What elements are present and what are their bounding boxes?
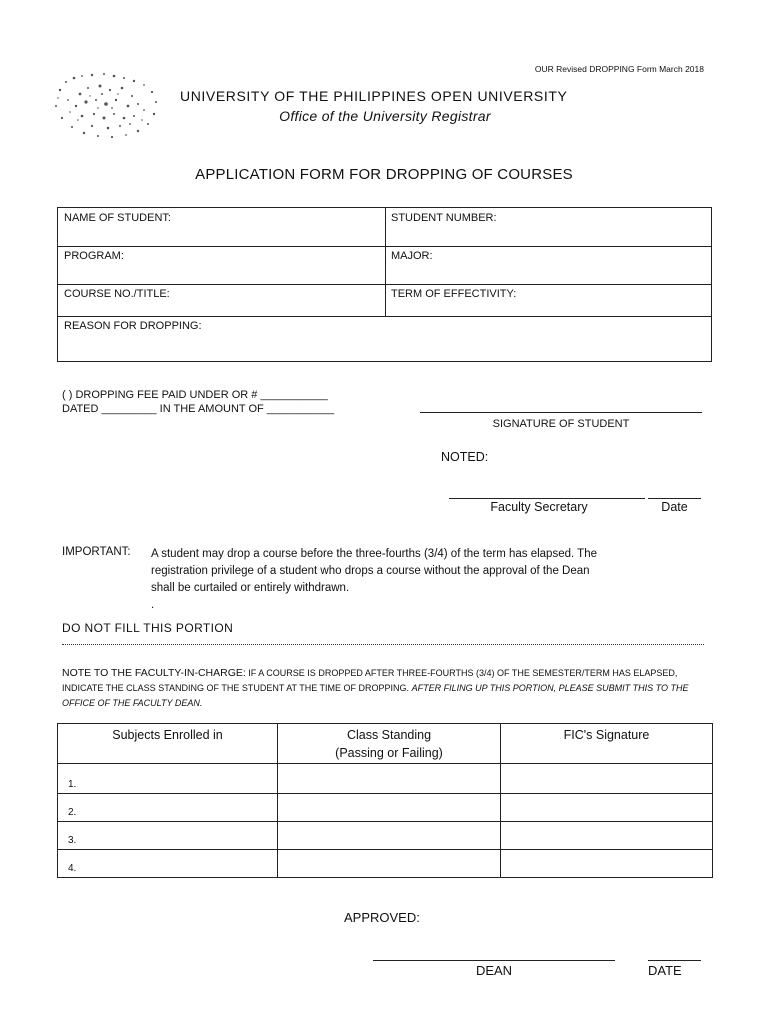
dean-date-label: DATE — [648, 963, 682, 978]
program-field[interactable] — [58, 246, 385, 284]
major-field[interactable] — [385, 246, 711, 284]
student-signature-label: SIGNATURE OF STUDENT — [492, 418, 630, 430]
subject-cell[interactable]: 3. — [58, 822, 278, 850]
table-row — [58, 794, 713, 822]
class-standing-cell[interactable] — [278, 794, 501, 822]
important-text — [151, 546, 671, 614]
class-standing-header-line2: (Passing or Failing) — [335, 746, 443, 760]
faculty-note-lead: NOTE TO THE FACULTY-IN-CHARGE: — [62, 667, 246, 679]
term-of-effectivity-label: TERM OF EFFECTIVITY: — [391, 288, 517, 300]
form-title: APPLICATION FORM FOR DROPPING OF COURSES — [195, 166, 573, 183]
approved-label: APPROVED: — [344, 910, 420, 925]
class-standing-cell[interactable] — [278, 764, 501, 794]
important-line: . — [151, 599, 155, 611]
faculty-secretary-date-label: Date — [661, 500, 688, 514]
university-seal-logo — [52, 72, 160, 138]
important-line: A student may drop a course before the three-fourths (3/4) of the term has elapsed. The — [151, 548, 597, 560]
fic-signature-cell[interactable] — [501, 764, 713, 794]
name-of-student-label: NAME OF STUDENT: — [64, 212, 171, 224]
faculty-secretary-date-line[interactable] — [648, 486, 701, 499]
important-line: shall be curtailed or entirely withdrawn. — [151, 582, 350, 594]
reason-for-dropping-label: REASON FOR DROPPING: — [64, 320, 202, 332]
dean-label: DEAN — [475, 963, 513, 978]
dean-signature-line[interactable] — [373, 950, 615, 961]
student-signature-line[interactable] — [420, 400, 702, 413]
class-standing-header-line1: Class Standing — [346, 728, 432, 742]
major-label: MAJOR: — [391, 250, 433, 262]
student-number-field[interactable] — [385, 208, 711, 246]
faculty-note — [62, 666, 712, 711]
term-of-effectivity-field[interactable] — [385, 284, 711, 316]
table-row — [58, 764, 713, 794]
fic-signature-cell[interactable] — [501, 822, 713, 850]
important-line: registration privilege of a student who drops a course without the approval of the Dean — [151, 565, 590, 577]
fic-signature-cell[interactable] — [501, 794, 713, 822]
dropping-fee-line[interactable]: ( ) DROPPING FEE PAID UNDER OR # ___________ — [62, 389, 328, 401]
faculty-note-text: IF A COURSE IS DROPPED AFTER THREE-FOURTHS (3/4) OF THE SEMESTER/TERM HAS ELAPSED, INDICATE THE CLASS STANDING OF THE STUDENT AT THE TIME OF DROPPING. — [62, 668, 678, 693]
office-name: Office of the University Registrar — [279, 108, 491, 124]
faculty-note-italic: AFTER FILING UP THIS PORTION, PLEASE SUBMIT THIS TO THE OFFICE OF THE FACULTY DEAN. — [62, 683, 689, 708]
subject-cell[interactable]: 4. — [58, 850, 278, 878]
fic-signature-header: FIC's Signature — [501, 724, 713, 764]
class-standing-cell[interactable] — [278, 850, 501, 878]
subjects-table — [57, 723, 713, 878]
subject-cell[interactable]: 1. — [58, 764, 278, 794]
dean-date-line[interactable] — [648, 950, 701, 961]
subjects-table-header — [58, 724, 713, 764]
table-row — [58, 850, 713, 878]
faculty-secretary-label: Faculty Secretary — [490, 500, 588, 514]
subjects-enrolled-header: Subjects Enrolled in — [58, 724, 278, 764]
university-name: UNIVERSITY OF THE PHILIPPINES OPEN UNIVERSITY — [180, 88, 568, 104]
course-title-label: COURSE NO./TITLE: — [64, 288, 170, 300]
faculty-secretary-signature-line[interactable] — [449, 486, 645, 499]
class-standing-cell[interactable] — [278, 822, 501, 850]
noted-label: NOTED: — [441, 450, 489, 464]
dotted-separator — [62, 640, 704, 645]
class-standing-header — [278, 724, 501, 764]
student-info-box — [57, 207, 712, 362]
reason-for-dropping-field[interactable] — [58, 316, 711, 361]
fic-signature-cell[interactable] — [501, 850, 713, 878]
subject-cell[interactable]: 2. — [58, 794, 278, 822]
program-label: PROGRAM: — [64, 250, 124, 262]
student-number-label: STUDENT NUMBER: — [391, 212, 497, 224]
important-heading: IMPORTANT: — [62, 546, 131, 558]
dropping-fee-section — [62, 388, 334, 416]
do-not-fill-heading: DO NOT FILL THIS PORTION — [62, 621, 234, 635]
revision-note: OUR Revised DROPPING Form March 2018 — [534, 64, 704, 74]
table-row — [58, 822, 713, 850]
name-of-student-field[interactable] — [58, 208, 385, 246]
course-title-field[interactable] — [58, 284, 385, 316]
dropping-fee-date-line[interactable]: DATED _________ IN THE AMOUNT OF ___________ — [62, 403, 335, 415]
